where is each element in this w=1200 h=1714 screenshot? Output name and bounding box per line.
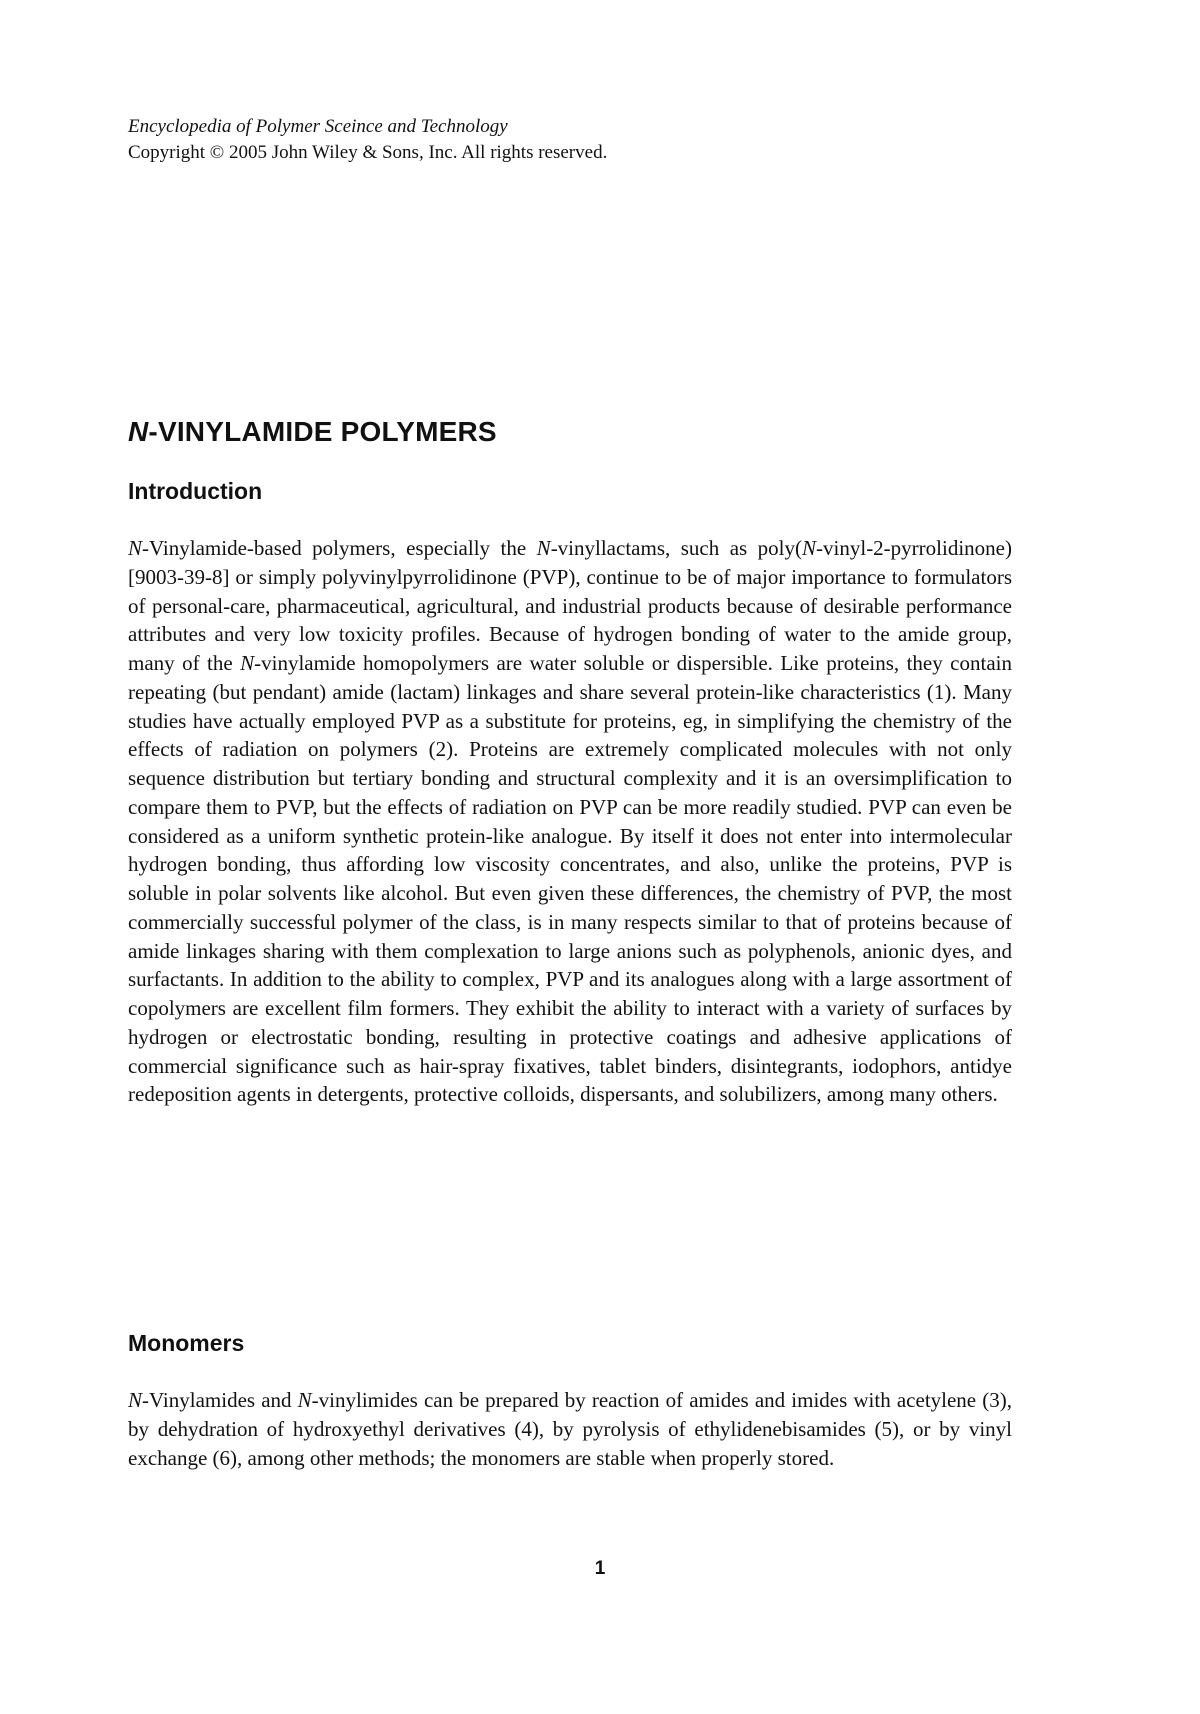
copyright-line: Copyright © 2005 John Wiley & Sons, Inc. All rights reserved.: [128, 142, 608, 163]
section-heading-monomers: Monomers: [128, 1330, 245, 1356]
page-number: 1: [594, 1558, 606, 1579]
journal-title: Encyclopedia of Polymer Sceince and Technology: [128, 116, 508, 137]
italic-symbol: N: [128, 1388, 143, 1412]
italic-symbol: N: [802, 536, 817, 560]
article-title-prefix: N: [128, 416, 149, 447]
introduction-paragraph: N-Vinylamide-based polymers, especially the N-vinyllactams, such as poly(N-vinyl-2-pyrrolidinone) [9003-39-8] or simply polyvinylpyrrolidinone (PVP), continue to be of major importance to formulators of personal-care, pharmaceutical, agricultural, and industrial products because of desirable performance attributes and very low toxicity profiles. Because of hydrogen bonding of water to the amide group, many of the N-vinylamide homopolymers are water soluble or dispersible. Like proteins, they contain repeating (but pendant) amide (lactam) linkages and share several protein-like characteristics (1). Many studies have actually employed PVP as a substitute for proteins, eg, in simplifying the chemistry of the effects of radiation on polymers (2). Proteins are extremely complicated molecules with not only sequence distribution but tertiary bonding and structural complexity and it is an oversimplification to compare them to PVP, but the effects of radiation on PVP can be more readily studied. PVP can even be considered as a uniform synthetic protein-like analogue. By itself it does not enter into intermolecular hydrogen bonding, thus affording low viscosity concentrates, and also, unlike the proteins, PVP is soluble in polar solvents like alcohol. But even given these differences, the chemistry of PVP, the most commercially successful polymer of the class, is in many respects similar to that of proteins because of amide linkages sharing with them complexation to large anions such as polyphenols, anionic dyes, and surfactants. In addition to the ability to complex, PVP and its analogues along with a large assortment of copolymers are excellent film formers. They exhibit the ability to interact with a variety of surfaces by hydrogen or electrostatic bonding, resulting in protective coatings and adhesive applications of commercial significance such as hair-spray fixatives, tablet binders, disintegrants, iodophors, antidye redeposition agents in detergents, protective colloids, dispersants, and solubilizers, among many others.: [128, 536, 1012, 1107]
italic-symbol: N: [240, 651, 255, 675]
italic-symbol: N: [297, 1388, 312, 1412]
running-header: [128, 114, 607, 166]
italic-symbol: N: [536, 536, 551, 560]
italic-symbol: N: [128, 536, 143, 560]
article-title: [128, 416, 497, 448]
article-title-rest: -VINYLAMIDE POLYMERS: [148, 416, 497, 447]
monomers-paragraph: N-Vinylamides and N-vinylimides can be prepared by reaction of amides and imides with acetylene (3), by dehydration of hydroxyethyl derivatives (4), by pyrolysis of ethylidenebisamides (5), or by vinyl exchange (6), among other methods; the monomers are stable when properly stored.: [128, 1388, 1012, 1470]
section-heading-introduction: Introduction: [128, 478, 263, 504]
